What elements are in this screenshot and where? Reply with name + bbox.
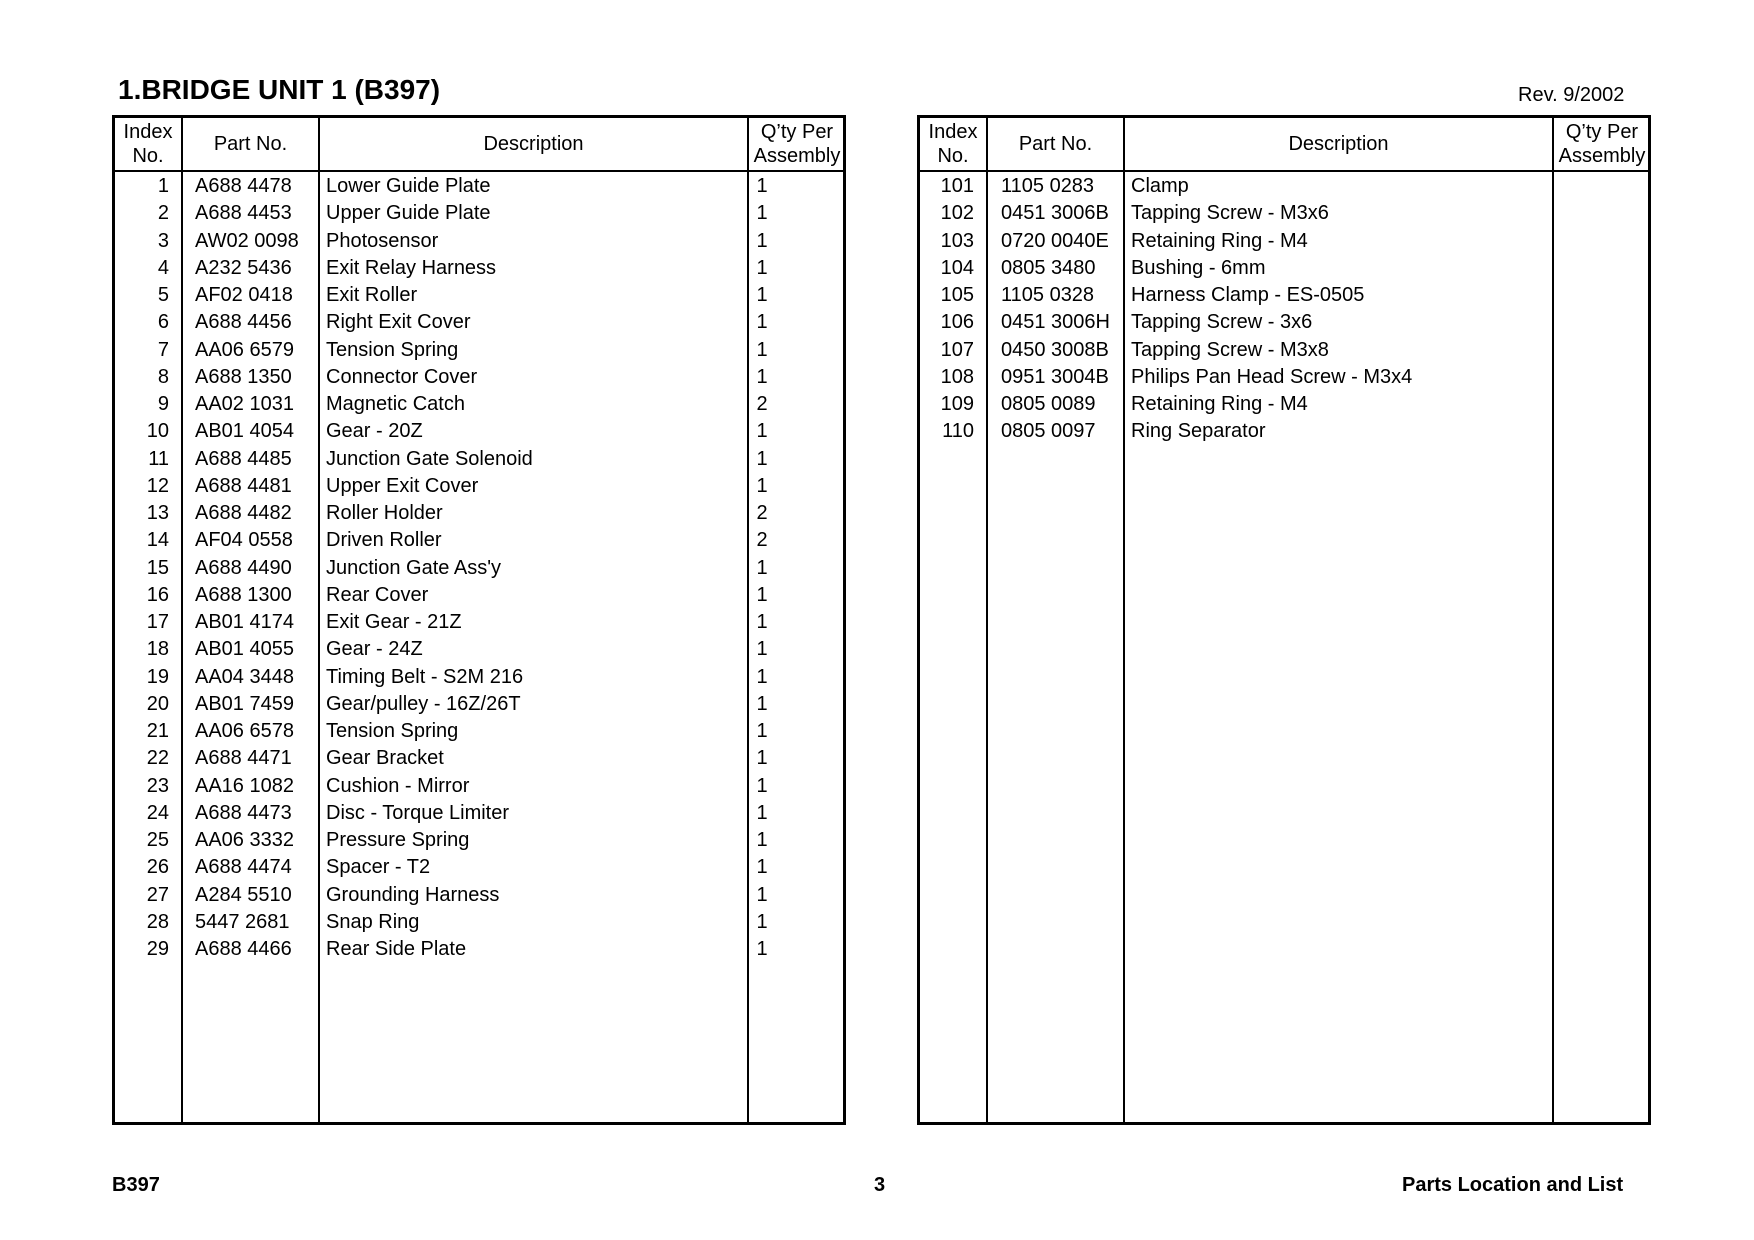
header-divider — [920, 170, 1648, 172]
index-cell: 29 — [146, 938, 169, 960]
description-cell: Spacer - T2 — [326, 856, 431, 879]
header-qty: Q’ty Per Assembly — [753, 121, 841, 167]
table-row — [115, 582, 843, 609]
description-cell: Harness Clamp - ES-0505 — [1131, 284, 1365, 306]
qty-cell: 1 — [756, 856, 768, 879]
part-no-cell: A688 4474 — [195, 856, 292, 879]
part-no-cell: A688 4453 — [195, 202, 292, 225]
index-cell: 7 — [157, 338, 169, 361]
description-cell: Driven Roller — [326, 529, 442, 552]
part-no-cell: AA06 3332 — [195, 829, 294, 851]
description-cell: Exit Roller — [326, 284, 418, 306]
description-cell: Tension Spring — [326, 338, 459, 361]
footer-section: Parts Location and List — [1402, 1174, 1624, 1196]
index-cell: 23 — [146, 774, 169, 797]
index-cell: 1 — [157, 175, 169, 197]
part-no-cell: 0805 3480 — [1001, 256, 1096, 279]
table-row — [115, 636, 843, 663]
qty-cell: 1 — [756, 420, 768, 443]
index-cell: 15 — [146, 556, 169, 579]
part-no-cell: A688 4466 — [195, 938, 292, 960]
part-no-cell: 0805 0097 — [1001, 420, 1096, 443]
header-qty: Q’ty Per Assembly — [1558, 121, 1646, 167]
qty-cell: 2 — [756, 393, 768, 415]
description-cell: Roller Holder — [326, 502, 443, 524]
index-cell: 13 — [146, 502, 169, 524]
qty-cell: 1 — [756, 284, 768, 306]
table-row — [115, 364, 843, 391]
table-row — [115, 609, 843, 636]
part-no-cell: AB01 7459 — [195, 692, 294, 715]
index-cell: 10 — [146, 420, 169, 443]
index-cell: 17 — [146, 611, 169, 633]
qty-cell: 1 — [756, 338, 768, 361]
index-cell: 18 — [146, 638, 169, 661]
part-no-cell: AA06 6579 — [195, 338, 294, 361]
part-no-cell: A688 4471 — [195, 747, 292, 770]
description-cell: Cushion - Mirror — [326, 774, 470, 797]
description-cell: Connector Cover — [326, 365, 478, 388]
table-row — [115, 500, 843, 527]
table-body — [920, 173, 1648, 446]
table-row — [115, 664, 843, 691]
qty-cell: 1 — [756, 692, 768, 715]
description-cell: Gear/pulley - 16Z/26T — [326, 692, 521, 715]
part-no-cell: AB01 4174 — [195, 611, 294, 633]
part-no-cell: A284 5510 — [195, 883, 292, 906]
table-body — [115, 173, 843, 963]
description-cell: Philips Pan Head Screw - M3x4 — [1131, 365, 1413, 388]
qty-cell: 1 — [756, 938, 768, 960]
table-row — [115, 282, 843, 309]
table-row — [115, 909, 843, 936]
qty-cell: 1 — [756, 910, 768, 933]
description-cell: Pressure Spring — [326, 829, 470, 851]
qty-cell: 1 — [756, 611, 768, 633]
part-no-cell: A688 4478 — [195, 175, 292, 197]
description-cell: Exit Gear - 21Z — [326, 611, 462, 633]
part-no-cell: A688 4456 — [195, 311, 292, 334]
header-part-no: Part No. — [1018, 133, 1093, 155]
part-no-cell: AF02 0418 — [195, 284, 293, 306]
description-cell: Snap Ring — [326, 910, 420, 933]
index-cell: 101 — [940, 175, 974, 197]
part-no-cell: A688 4482 — [195, 502, 292, 524]
index-cell: 104 — [940, 256, 974, 279]
header-divider — [115, 170, 843, 172]
header-index: Index No. — [928, 121, 978, 167]
part-no-cell: 1105 0328 — [1001, 284, 1095, 306]
index-cell: 110 — [942, 420, 974, 443]
description-cell: Timing Belt - S2M 216 — [326, 665, 524, 688]
qty-cell: 1 — [756, 229, 768, 252]
description-cell: Retaining Ring - M4 — [1131, 229, 1308, 252]
parts-table-right — [917, 115, 1651, 1125]
table-row — [115, 773, 843, 800]
index-cell: 12 — [146, 474, 169, 497]
table-row — [115, 854, 843, 881]
description-cell: Bushing - 6mm — [1131, 256, 1266, 279]
part-no-cell: A688 4481 — [195, 474, 292, 497]
description-cell: Right Exit Cover — [326, 311, 471, 334]
index-cell: 107 — [940, 338, 974, 361]
description-cell: Clamp — [1131, 175, 1189, 197]
header-description: Description — [1288, 133, 1389, 155]
table-row — [920, 418, 1648, 445]
part-no-cell: 5447 2681 — [195, 910, 290, 933]
table-row — [115, 936, 843, 963]
index-cell: 102 — [940, 202, 974, 225]
index-cell: 14 — [146, 529, 169, 552]
qty-cell: 1 — [756, 747, 768, 770]
part-no-cell: 0451 3006H — [1001, 311, 1110, 334]
description-cell: Junction Gate Ass'y — [326, 556, 502, 579]
qty-cell: 1 — [756, 720, 768, 742]
part-no-cell: A688 4485 — [195, 447, 292, 470]
qty-cell: 1 — [756, 774, 768, 797]
part-no-cell: 0805 0089 — [1001, 393, 1096, 415]
table-row — [115, 745, 843, 772]
index-cell: 16 — [146, 583, 169, 606]
index-cell: 19 — [146, 665, 169, 688]
table-row — [115, 527, 843, 554]
table-row — [115, 882, 843, 909]
description-cell: Tapping Screw - M3x6 — [1131, 202, 1329, 225]
table-row — [115, 173, 843, 200]
qty-cell: 2 — [756, 529, 768, 552]
table-row — [115, 718, 843, 745]
table-row — [115, 473, 843, 500]
table-row — [920, 309, 1648, 336]
qty-cell: 1 — [756, 311, 768, 334]
index-cell: 8 — [157, 365, 169, 388]
description-cell: Exit Relay Harness — [326, 256, 497, 279]
qty-cell: 1 — [756, 583, 768, 606]
part-no-cell: 0451 3006B — [1001, 202, 1109, 225]
description-cell: Photosensor — [326, 229, 439, 252]
part-no-cell: AA02 1031 — [195, 393, 294, 415]
header-part-no: Part No. — [213, 133, 288, 155]
description-cell: Upper Exit Cover — [326, 474, 479, 497]
qty-cell: 1 — [756, 447, 768, 470]
table-row — [920, 200, 1648, 227]
part-no-cell: 0450 3008B — [1001, 338, 1109, 361]
part-no-cell: 0951 3004B — [1001, 365, 1109, 388]
part-no-cell: AB01 4055 — [195, 638, 294, 661]
part-no-cell: A688 1300 — [195, 583, 292, 606]
part-no-cell: A688 4490 — [195, 556, 292, 579]
index-cell: 20 — [146, 692, 169, 715]
description-cell: Gear Bracket — [326, 747, 444, 770]
description-cell: Lower Guide Plate — [326, 175, 491, 197]
table-row — [920, 391, 1648, 418]
qty-cell: 1 — [756, 801, 768, 824]
qty-cell: 1 — [756, 256, 768, 279]
qty-cell: 1 — [756, 883, 768, 906]
index-cell: 5 — [157, 284, 169, 306]
index-cell: 2 — [157, 202, 169, 225]
qty-cell: 1 — [756, 638, 768, 661]
part-no-cell: AF04 0558 — [195, 529, 293, 552]
part-no-cell: AA16 1082 — [195, 774, 294, 797]
header-index: Index No. — [123, 121, 173, 167]
qty-cell: 1 — [756, 665, 768, 688]
table-row — [115, 555, 843, 582]
index-cell: 26 — [146, 856, 169, 879]
index-cell: 6 — [157, 311, 169, 334]
table-row — [115, 418, 843, 445]
qty-cell: 1 — [756, 365, 768, 388]
table-row — [115, 391, 843, 418]
index-cell: 4 — [157, 256, 169, 279]
part-no-cell: A688 1350 — [195, 365, 292, 388]
table-row — [115, 800, 843, 827]
index-cell: 24 — [146, 801, 169, 824]
table-row — [920, 364, 1648, 391]
description-cell: Tapping Screw - M3x8 — [1131, 338, 1329, 361]
page-title: 1.BRIDGE UNIT 1 (B397) — [118, 74, 441, 105]
part-no-cell: 1105 0283 — [1001, 175, 1095, 197]
index-cell: 105 — [940, 284, 974, 306]
description-cell: Gear - 20Z — [326, 420, 423, 443]
table-row — [920, 228, 1648, 255]
header-description: Description — [483, 133, 584, 155]
part-no-cell: 0720 0040E — [1001, 229, 1109, 252]
table-row — [920, 173, 1648, 200]
description-cell: Gear - 24Z — [326, 638, 423, 661]
index-cell: 108 — [940, 365, 974, 388]
description-cell: Upper Guide Plate — [326, 202, 491, 225]
qty-cell: 2 — [756, 502, 768, 524]
table-row — [115, 337, 843, 364]
table-row — [115, 827, 843, 854]
footer-page-number: 3 — [874, 1174, 886, 1196]
table-row — [115, 309, 843, 336]
description-cell: Rear Side Plate — [326, 938, 467, 960]
table-row — [115, 691, 843, 718]
description-cell: Retaining Ring - M4 — [1131, 393, 1308, 415]
table-row — [115, 228, 843, 255]
index-cell: 103 — [940, 229, 974, 252]
part-no-cell: A688 4473 — [195, 801, 292, 824]
part-no-cell: AA04 3448 — [195, 665, 294, 688]
footer-model: B397 — [112, 1174, 160, 1196]
qty-cell: 1 — [756, 556, 768, 579]
index-cell: 27 — [146, 883, 169, 906]
table-row — [115, 255, 843, 282]
table-row — [115, 200, 843, 227]
index-cell: 3 — [157, 229, 169, 252]
table-row — [920, 337, 1648, 364]
index-cell: 106 — [940, 311, 974, 334]
description-cell: Magnetic Catch — [326, 393, 465, 415]
description-cell: Grounding Harness — [326, 883, 500, 906]
part-no-cell: AA06 6578 — [195, 720, 294, 742]
revision-label: Rev. 9/2002 — [1518, 84, 1625, 106]
index-cell: 28 — [146, 910, 169, 933]
description-cell: Disc - Torque Limiter — [326, 801, 510, 824]
description-cell: Tension Spring — [326, 720, 459, 742]
description-cell: Rear Cover — [326, 583, 429, 606]
part-no-cell: AB01 4054 — [195, 420, 294, 443]
index-cell: 21 — [146, 720, 169, 742]
qty-cell: 1 — [756, 202, 768, 225]
index-cell: 25 — [146, 829, 169, 851]
part-no-cell: AW02 0098 — [195, 229, 299, 252]
index-cell: 9 — [157, 393, 169, 415]
index-cell: 22 — [146, 747, 169, 770]
qty-cell: 1 — [756, 474, 768, 497]
description-cell: Ring Separator — [1131, 420, 1266, 443]
part-no-cell: A232 5436 — [195, 256, 292, 279]
table-row — [920, 255, 1648, 282]
index-cell: 11 — [148, 447, 169, 470]
description-cell: Tapping Screw - 3x6 — [1131, 311, 1313, 334]
qty-cell: 1 — [756, 829, 768, 851]
qty-cell: 1 — [756, 175, 768, 197]
table-row — [115, 446, 843, 473]
index-cell: 109 — [940, 393, 974, 415]
parts-table-left — [112, 115, 846, 1125]
table-row — [920, 282, 1648, 309]
description-cell: Junction Gate Solenoid — [326, 447, 533, 470]
